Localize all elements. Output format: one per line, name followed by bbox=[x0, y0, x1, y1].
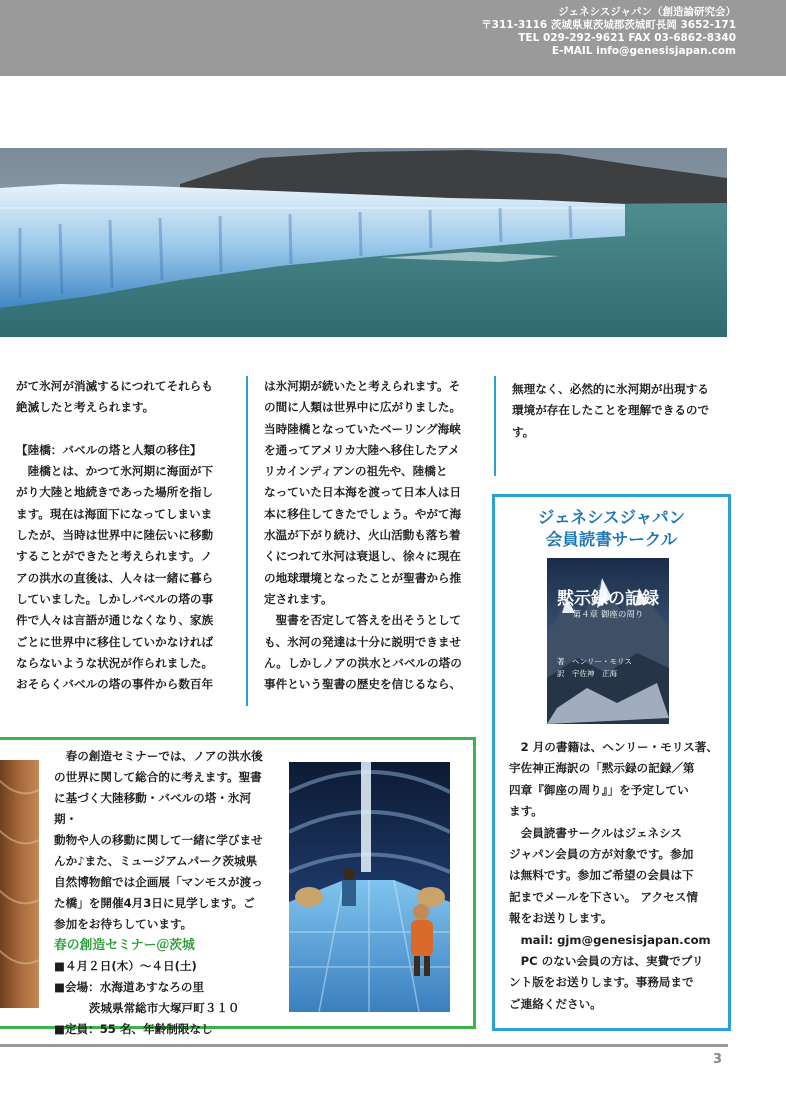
reading-circle-body bbox=[509, 737, 721, 1015]
article-line: 件で人々は言語が通じなくなり、家族 bbox=[16, 613, 214, 628]
article-line: の間に人類は世界中に広がりました。 bbox=[264, 400, 462, 415]
reading-circle-line: 宇佐神正海訳の「黙示録の記録／第 bbox=[509, 761, 695, 776]
article-line: していました。しかしバベルの塔の事 bbox=[16, 591, 214, 606]
book-title: 黙示録の記録 bbox=[557, 589, 659, 609]
reading-circle-box bbox=[492, 494, 731, 1031]
article-line: なっていた日本海を渡って日本人は日 bbox=[264, 485, 462, 500]
seminar-line: 動物や人の移動に関して一緒に学びませ bbox=[54, 833, 263, 847]
seminar-address: 茨城県常総市大塚戸町３１０ bbox=[54, 1001, 240, 1015]
article-line: 絶滅したと考えられます。 bbox=[16, 400, 155, 415]
reading-circle-line: 2 月の書籍は、ヘンリー・モリス著、 bbox=[509, 740, 718, 754]
book-translator: 訳 宇佐神 正海 bbox=[557, 669, 617, 678]
article-line: は氷河期が続いたと考えられます。そ bbox=[264, 379, 461, 393]
article-line: 環境が存在したことを理解できるので bbox=[512, 403, 710, 418]
article-line: 聖書を否定して答えを出そうとして bbox=[264, 613, 462, 628]
reading-circle-title-line2: 会員読書サークル bbox=[545, 530, 678, 549]
article-line: ん。しかしノアの洪水とバベルの塔の bbox=[264, 655, 462, 670]
mail-address[interactable]: mail: gjm@genesisjapan.com bbox=[509, 932, 711, 947]
reading-circle-line: 報をお送りします。 bbox=[509, 911, 613, 926]
glacier-photo bbox=[0, 148, 727, 337]
org-tel-fax: TEL 029-292-9621 FAX 03-6862-8340 bbox=[518, 32, 736, 44]
article-line: ならないような状況が作られました。 bbox=[16, 655, 214, 670]
page-header bbox=[0, 0, 786, 76]
seminar-line: の世界に関して総合的に考えます。聖書 bbox=[54, 770, 262, 784]
article-line: 本に移住してきたでしょう。やがて海 bbox=[264, 506, 462, 521]
seminar-line: 参加をお待ちしています。 bbox=[54, 917, 193, 931]
reading-circle-line: 会員読書サークルはジェネシス bbox=[509, 825, 682, 840]
book-author: 著 ヘンリー・モリス bbox=[557, 657, 632, 666]
article-line: したが、当時は世界中に陸伝いに移動 bbox=[16, 528, 214, 543]
org-name: ジェネシスジャパン（創造論研究会） bbox=[558, 6, 736, 18]
article-line: 無理なく、必然的に氷河期が出現する bbox=[512, 382, 709, 396]
book-chapter: 第４章 御座の周り bbox=[572, 610, 644, 620]
article-line: 当時陸橋となっていたベーリング海峡 bbox=[264, 421, 461, 436]
article-line: リカインディアンの祖先や、陸橋と bbox=[264, 464, 448, 479]
reading-circle-line: ジャパン会員の方が対象です。参加 bbox=[509, 847, 694, 862]
book-cover bbox=[547, 558, 669, 724]
article-line: 定されます。 bbox=[264, 591, 333, 606]
column-divider bbox=[246, 376, 248, 706]
section-heading: 【陸橋：バベルの塔と人類の移住】 bbox=[16, 442, 202, 457]
article-line: す。 bbox=[512, 424, 535, 439]
org-contact-block bbox=[481, 6, 736, 58]
article-column-2 bbox=[264, 376, 479, 695]
article-line: 陸橋とは、かつて氷河期に海面が下 bbox=[16, 464, 214, 479]
seminar-line: んか♪また、ミュージアムパーク茨城県 bbox=[54, 854, 258, 868]
org-address: 〒311-3116 茨城県東茨城郡茨城町長岡 3652-171 bbox=[481, 19, 736, 31]
seminar-line: た橋」を開催4月3日に見学します。ご bbox=[54, 896, 255, 910]
museum-wall-photo bbox=[0, 760, 39, 1008]
footer-rule bbox=[0, 1044, 728, 1047]
reading-circle-title-line1: ジェネシスジャパン bbox=[537, 508, 686, 527]
seminar-heading: 春の創造セミナー＠茨城 bbox=[54, 938, 195, 953]
article-line: おそらくバベルの塔の事件から数百年 bbox=[16, 677, 214, 692]
seminar-venue: ■会場：水海道あすなろの里 bbox=[54, 980, 205, 994]
article-line: 事件という聖書の歴史を信じるなら、 bbox=[264, 677, 462, 692]
seminar-line: 自然博物館では企画展「マンモスが渡っ bbox=[54, 875, 263, 889]
org-email: E-MAIL info@genesisjapan.com bbox=[551, 45, 736, 57]
page-number: 3 bbox=[713, 1052, 723, 1067]
article-line: することができたと考えられます。ノ bbox=[16, 549, 213, 564]
article-line: アの洪水の直後は、人々は一緒に暮ら bbox=[16, 570, 214, 585]
reading-circle-line: ます。 bbox=[509, 804, 543, 819]
seminar-capacity: ■定員：55 名、年齢制限なし bbox=[54, 1022, 213, 1036]
article-line: くにつれて氷河は衰退し、徐々に現在 bbox=[264, 549, 461, 564]
article-line: がて氷河が消滅するにつれてそれらも bbox=[16, 379, 213, 393]
seminar-line: 春の創造セミナーでは、ノアの洪水後 bbox=[54, 749, 263, 763]
reading-circle-line: 四章『御座の周り』」を予定してい bbox=[509, 782, 689, 797]
seminar-box bbox=[0, 737, 476, 1036]
article-line: を通ってアメリカ大陸へ移住したアメ bbox=[264, 442, 460, 457]
article-line: の地球環境となったことが聖書から推 bbox=[264, 570, 462, 585]
reading-circle-line: ント版をお送りします。事務局まで bbox=[509, 975, 694, 990]
reading-circle-line: は無料です。参加ご希望の会員は下 bbox=[509, 868, 694, 883]
reading-circle-line: 記までメールを下さい。 アクセス情 bbox=[509, 889, 698, 904]
article-line: も、氷河の発達は十分に説明できませ bbox=[264, 634, 462, 649]
article-column-3 bbox=[512, 379, 726, 443]
seminar-date: ■４月２日(木）～４日(土) bbox=[54, 959, 197, 973]
reading-circle-line: ご連絡ください。 bbox=[509, 996, 602, 1011]
article-line: がり大陸と地続きであった場所を指し bbox=[16, 485, 213, 500]
tunnel-photo bbox=[289, 762, 450, 1012]
article-line bbox=[16, 419, 238, 440]
seminar-line: に基づく大陸移動・バベルの塔・氷河期・ bbox=[54, 791, 252, 826]
article-line: 水温が下がり続け、火山活動も落ち着 bbox=[264, 528, 461, 543]
seminar-text bbox=[54, 746, 272, 1040]
article-column-1 bbox=[16, 376, 238, 695]
article-line: ます。現在は海面下になってしまいま bbox=[16, 506, 213, 521]
book-cover-mountain-image bbox=[547, 558, 669, 724]
column-divider bbox=[494, 376, 496, 476]
reading-circle-line: PC のない会員の方は、実費でプリ bbox=[509, 954, 704, 969]
article-line: ごとに世界中に移住していかなければ bbox=[16, 634, 214, 649]
